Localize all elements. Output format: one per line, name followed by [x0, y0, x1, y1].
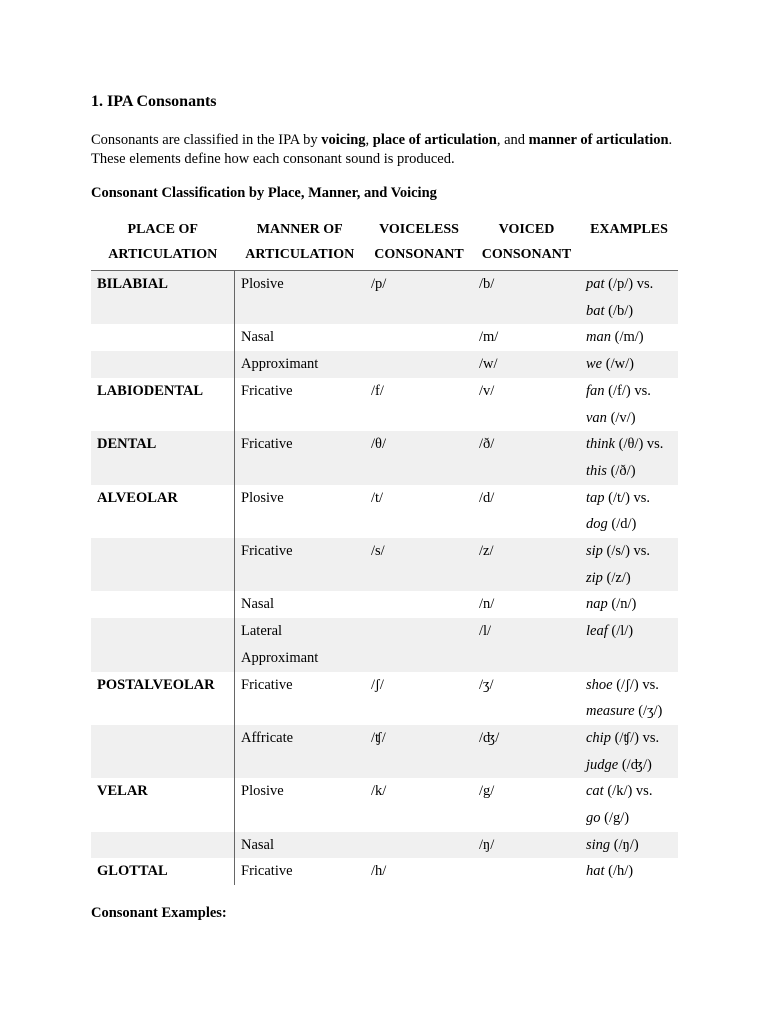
example-word: pat: [586, 276, 605, 292]
example-ipa: (/ʒ/): [634, 703, 663, 720]
example-ipa: (/ʤ/): [618, 756, 652, 773]
manner-cell: Fricative: [235, 538, 366, 591]
manner-cell: Lateral Approximant: [235, 618, 366, 671]
voiceless-cell: /f/: [371, 382, 384, 399]
place-cell: ALVEOLAR: [91, 485, 235, 538]
table-row: [91, 351, 678, 378]
example-ipa: (/f/) vs.: [604, 382, 651, 399]
voiceless-cell: /h/: [371, 863, 387, 880]
manner-cell: Nasal: [241, 596, 275, 613]
examples-cell: [580, 591, 678, 618]
examples-cell: [580, 271, 678, 325]
examples-cell: [580, 832, 678, 859]
header-voiceless: [365, 215, 473, 271]
header-examples: EXAMPLES: [580, 215, 678, 271]
example-word: go: [586, 810, 601, 827]
header-manner-line2: ARTICULATION: [245, 247, 355, 262]
manner-cell: Fricative: [241, 863, 293, 880]
example-ipa: (/l/): [607, 623, 634, 640]
place-cell: DENTAL: [91, 431, 235, 484]
manner-cell: Affricate: [235, 725, 366, 778]
manner-cell: Nasal: [241, 329, 275, 346]
table-row: [91, 858, 678, 885]
examples-cell: [580, 351, 678, 378]
voiceless-cell: /s/: [365, 538, 473, 591]
examples-cell: [580, 725, 678, 778]
intro-text-3: , and: [496, 132, 529, 148]
table-row: [91, 271, 678, 325]
voiced-cell: [473, 858, 580, 885]
voiced-cell: /l/: [473, 618, 580, 671]
header-voiced-line2: CONSONANT: [481, 247, 572, 262]
table-row: [91, 832, 678, 859]
example-ipa: (/m/): [610, 329, 644, 346]
manner-cell: Fricative: [241, 382, 293, 399]
intro-bold-manner: manner of articulation: [528, 132, 669, 148]
voiceless-cell: /θ/: [365, 431, 473, 484]
examples-cell: [580, 431, 678, 484]
header-manner-line1: MANNER OF: [256, 222, 343, 237]
place-cell: [91, 324, 235, 351]
examples-cell: [580, 324, 678, 351]
voiceless-cell: /ʧ/: [365, 725, 473, 778]
table-row: [91, 485, 678, 538]
manner-cell: Fricative: [235, 431, 366, 484]
voiced-cell: /g/: [479, 783, 495, 800]
table-row: [91, 538, 678, 591]
voiced-cell: /d/: [479, 489, 495, 506]
table-row: [91, 725, 678, 778]
intro-paragraph: [91, 131, 681, 169]
intro-text-4: . These elements define how each consonant sound is produced.: [91, 132, 673, 167]
example-ipa: (/b/): [604, 302, 634, 319]
header-voiced: [473, 215, 580, 271]
table-row: [91, 618, 678, 671]
example-word: bat: [586, 302, 605, 319]
place-cell: [91, 351, 235, 378]
voiceless-cell: [365, 324, 473, 351]
example-ipa: (/ð/): [606, 462, 636, 479]
example-ipa: (/θ/) vs.: [615, 436, 664, 453]
example-word: this: [586, 462, 607, 479]
table-row: [91, 324, 678, 351]
manner-cell: Plosive: [241, 783, 284, 800]
header-place-line1: PLACE OF: [127, 222, 198, 237]
example-ipa: (/h/): [604, 863, 634, 880]
place-cell: [91, 618, 235, 671]
examples-cell: [580, 618, 678, 671]
header-voiceless-line1: VOICELESS: [379, 222, 459, 237]
voiced-cell: /ŋ/: [473, 832, 580, 859]
example-word: fan: [586, 382, 605, 399]
place-cell: LABIODENTAL: [91, 378, 235, 431]
voiceless-cell: [365, 618, 473, 671]
example-word: van: [586, 409, 607, 426]
example-ipa: (/s/) vs.: [602, 543, 651, 560]
table-row: [91, 378, 678, 431]
manner-cell: Nasal: [235, 832, 366, 859]
voiced-cell: /m/: [479, 329, 499, 346]
voiceless-cell: /p/: [365, 271, 473, 325]
example-word: measure: [586, 703, 635, 720]
intro-bold-place: place of articulation: [372, 132, 497, 148]
header-place-line2: ARTICULATION: [108, 247, 218, 262]
table-title: Consonant Classification by Place, Manner, and Voicing: [91, 185, 437, 201]
manner-cell: Fricative: [241, 676, 293, 693]
example-word: chip: [586, 729, 611, 746]
example-word: think: [586, 436, 615, 453]
example-word: leaf: [586, 623, 608, 640]
example-word: man: [586, 329, 611, 346]
voiced-cell: /z/: [473, 538, 580, 591]
example-word: we: [586, 356, 603, 373]
examples-cell: [580, 485, 678, 538]
example-word: zip: [586, 569, 603, 586]
example-word: shoe: [586, 676, 613, 693]
manner-cell: Approximant: [235, 351, 366, 378]
example-ipa: (/w/): [602, 356, 634, 373]
example-ipa: (/n/): [607, 596, 637, 613]
example-word: sing: [586, 836, 611, 853]
examples-heading: Consonant Examples:: [91, 905, 227, 921]
voiceless-cell: /t/: [371, 489, 384, 506]
examples-cell: [580, 858, 678, 885]
example-ipa: (/k/) vs.: [603, 783, 653, 800]
example-ipa: (/g/): [600, 810, 630, 827]
voiced-cell: /b/: [473, 271, 580, 325]
example-ipa: (/v/): [606, 409, 636, 426]
header-place: [91, 215, 235, 271]
example-word: cat: [586, 783, 604, 800]
example-ipa: (/t/) vs.: [604, 489, 651, 506]
voiced-cell: /n/: [479, 596, 495, 613]
place-cell: [91, 591, 235, 618]
voiceless-cell: /k/: [371, 783, 387, 800]
example-ipa: (/ŋ/): [610, 836, 639, 853]
manner-cell: Plosive: [241, 489, 284, 506]
voiceless-cell: /ʃ/: [371, 676, 384, 693]
example-word: dog: [586, 516, 608, 533]
table-row: [91, 672, 678, 725]
place-cell: POSTALVEOLAR: [91, 672, 235, 725]
example-word: sip: [586, 543, 603, 560]
table-row: [91, 778, 678, 831]
place-cell: GLOTTAL: [91, 858, 235, 885]
consonant-table: [91, 215, 678, 885]
header-voiceless-line2: CONSONANT: [374, 247, 464, 262]
table-body: [91, 271, 678, 886]
example-ipa: (/d/): [607, 516, 637, 533]
example-word: tap: [586, 489, 605, 506]
table-header-row: [91, 215, 678, 271]
voiced-cell: /ʤ/: [473, 725, 580, 778]
examples-cell: [580, 378, 678, 431]
example-ipa: (/z/): [602, 569, 631, 586]
voiced-cell: /w/: [473, 351, 580, 378]
place-cell: [91, 832, 235, 859]
examples-cell: [580, 672, 678, 725]
example-ipa: (/ʧ/) vs.: [610, 729, 660, 746]
voiceless-cell: [365, 832, 473, 859]
example-ipa: (/ʃ/) vs.: [612, 676, 659, 693]
voiced-cell: /ð/: [473, 431, 580, 484]
place-cell: BILABIAL: [91, 271, 235, 325]
example-word: hat: [586, 863, 605, 880]
examples-cell: [580, 538, 678, 591]
example-word: nap: [586, 596, 608, 613]
table-row: [91, 591, 678, 618]
examples-cell: [580, 778, 678, 831]
intro-text-2: ,: [365, 132, 373, 148]
header-voiced-line1: VOICED: [498, 222, 555, 237]
table-row: [91, 431, 678, 484]
place-cell: [91, 725, 235, 778]
header-manner: [235, 215, 366, 271]
manner-cell: Plosive: [235, 271, 366, 325]
voiced-cell: /v/: [479, 382, 495, 399]
intro-bold-voicing: voicing: [321, 132, 366, 148]
voiced-cell: /ʒ/: [479, 676, 494, 693]
voiceless-cell: [365, 591, 473, 618]
place-cell: [91, 538, 235, 591]
voiceless-cell: [365, 351, 473, 378]
intro-text-1: Consonants are classified in the IPA by: [91, 132, 322, 148]
example-ipa: (/p/) vs.: [604, 276, 654, 292]
section-heading: 1. IPA Consonants: [91, 93, 217, 110]
place-cell: VELAR: [91, 778, 235, 831]
example-word: judge: [586, 756, 619, 773]
